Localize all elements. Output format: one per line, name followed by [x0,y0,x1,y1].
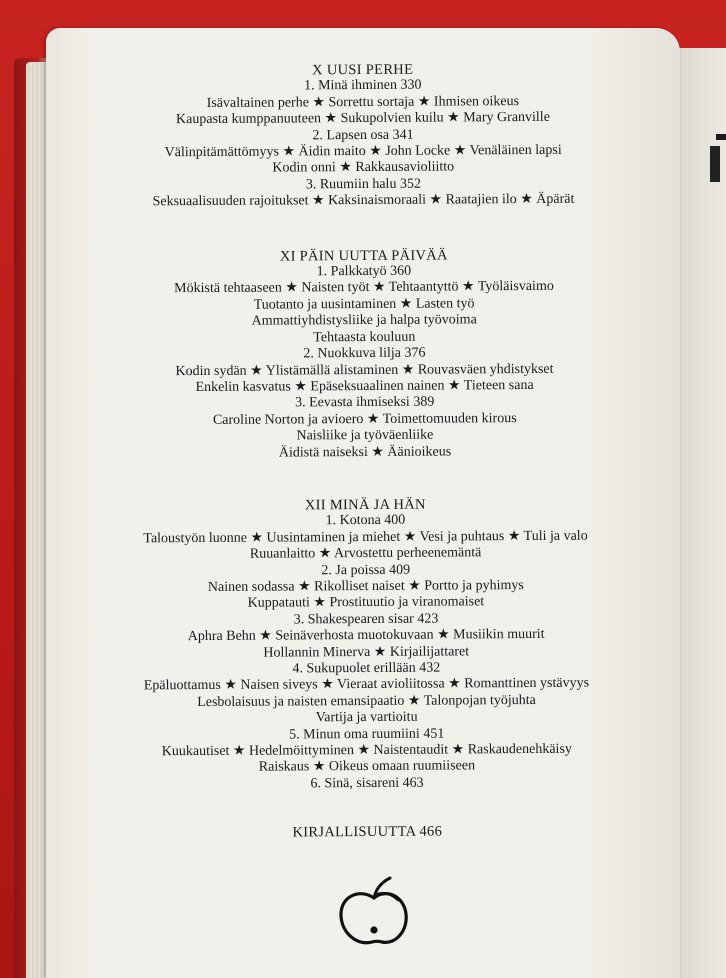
toc-line: 2. Nuokkuva lilja 376 [303,345,426,362]
toc-line: Caroline Norton ja avioero ★ Toimettomuuden kirous [212,410,517,428]
literature-heading: KIRJALLISUUTTA 466 [292,823,443,841]
toc-line: Seksuaalisuuden rajoitukset ★ Kaksinaismoraali ★ Raatajien ilo ★ Äpärät [152,191,575,210]
facing-page-glyph [710,146,720,182]
toc-line: Ruuanlaitto ★ Arvostettu perheenemäntä [249,545,482,562]
toc-line: Hollannin Minerva ★ Kirjailijattaret [263,643,470,661]
toc-line: Epäluottamus ★ Naisen siveys ★ Vieraat avioliitossa ★ Romanttinen ystävyys [143,676,590,694]
chapter-heading: XII MINÄ JA HÄN [304,496,426,514]
toc-line: Taloustyön luonne ★ Uusintaminen ja miehet ★ Vesi ja puhtaus ★ Tuli ja valo [143,528,588,547]
toc-line: Kodin sydän ★ Ylistämällä alistaminen ★ Rouvasväen yhdistykset [175,361,554,379]
toc-line: Välinpitämättömyys ★ Äidin maito ★ John Locke ★ Venäläinen lapsi [164,142,562,161]
toc-line: 1. Minä ihminen 330 [304,78,422,94]
chapter-heading: X UUSI PERHE [312,61,414,79]
toc-line: 3. Eevasta ihmiseksi 389 [295,394,435,411]
toc-line: 5. Minun oma ruumiini 451 [289,726,445,743]
toc-line: 6. Sinä, sisareni 463 [310,775,424,792]
toc-line: Isävaltainen perhe ★ Sorrettu sortaja ★ Ihmisen oikeus [206,93,520,111]
toc-line: Lesbolaisuus ja naisten emansipaatio ★ Talonpojan työjuhta [197,692,536,710]
toc-line: 1. Kotona 400 [325,513,406,529]
toc-line: Kuukautiset ★ Hedelmöittyminen ★ Naistentaudit ★ Raskaudenehkäisy [161,741,572,760]
toc-line: Aphra Behn ★ Seinäverhosta muotokuvaan ★ Musiikin muurit [187,627,545,645]
toc-line: Kuppatauti ★ Prostituutio ja viranomaiset [247,594,485,612]
toc-line: 1. Palkkatyö 360 [316,263,412,280]
toc-line: Raiskaus ★ Oikeus omaan ruumiiseen [258,758,476,776]
toc-line: Vartija ja vartioitu [315,709,418,726]
chapter-x [98,60,629,211]
toc-line: Kodin onni ★ Rakkausavioliitto [272,159,455,176]
toc-line: 2. Lapsen osa 341 [312,127,414,143]
chapter-heading: XI PÄIN UUTTA PÄIVÄÄ [279,247,448,265]
table-of-contents [98,60,633,842]
toc-line: Enkelin kasvatus ★ Epäseksuaalinen nainen ★ Tieteen sana [195,377,534,395]
chapter-xii [100,495,632,794]
toc-line: 3. Shakespearen sisar 423 [293,611,439,628]
facing-page-rule [716,134,726,140]
toc-line: Nainen sodassa ★ Rikolliset naiset ★ Portto ja pyhimys [207,578,524,595]
apple-logo-icon [334,874,414,950]
toc-line: 3. Ruumiin halu 352 [305,176,421,193]
toc-line: Äidistä naiseksi ★ Äänioikeus [278,444,452,461]
toc-line: Mökistä tehtaaseen ★ Naisten työt ★ Tehtaantyttö ★ Työläisvaimo [174,279,554,297]
chapter-xi [99,246,630,463]
toc-line: Kaupasta kumppanuuteen ★ Sukupolvien kuilu ★ Mary Granville [175,110,550,128]
toc-line: Naisliike ja työväenliike [296,427,434,444]
toc-line: Ammattiyhdistysliike ja halpa työvoima [251,312,477,329]
toc-line: Tehtaasta kouluun [313,329,416,346]
toc-line: 4. Sukupuolet erillään 432 [292,660,441,677]
toc-line: Tuotanto ja uusintaminen ★ Lasten työ [253,296,475,313]
toc-line: 2. Ja poissa 409 [321,562,411,578]
